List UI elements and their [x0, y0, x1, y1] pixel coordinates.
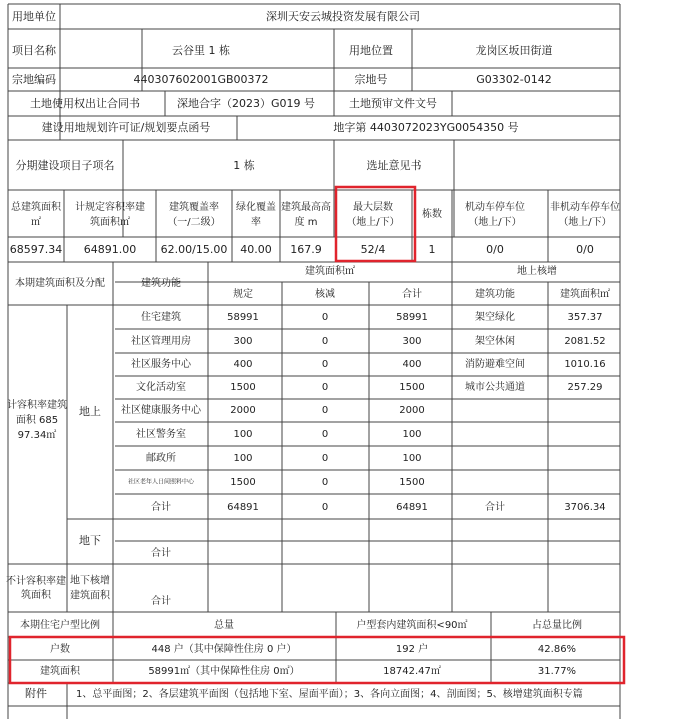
- buildings-value: 1: [428, 243, 436, 256]
- ratio-small-header: 户型套内建筑面积<90㎡: [356, 620, 468, 631]
- planning-permit-label: 建设用地规划许可证/规划要点函号: [41, 121, 211, 134]
- core-row-area: 2081.52: [564, 336, 606, 347]
- area-total: 58991㎡（其中保障性住房 0㎡）: [148, 666, 300, 677]
- below-ground-label: 地下: [79, 534, 101, 547]
- nonfar-area-label: 不计容积率建筑面积: [6, 576, 66, 601]
- nonmotor-parking-value: 0/0: [576, 243, 594, 256]
- area-row-function: 社区警务室: [136, 429, 186, 440]
- coverage-value: 62.00/15.00: [160, 243, 228, 256]
- parcel-code-label: 宗地编码: [12, 73, 56, 86]
- floors-header-sub: （地上/下）: [346, 217, 400, 228]
- floors-header: 最大层数: [353, 202, 393, 213]
- coverage-header-sub: （一/二级）: [167, 217, 221, 228]
- area-row-deduct: 0: [321, 336, 329, 347]
- land-predocument-label: 土地预审文件文号: [349, 97, 437, 110]
- motor-parking-header: 机动车停车位: [465, 202, 525, 213]
- area-row-total: 100: [402, 429, 422, 440]
- table-grid-lines: [8, 4, 620, 719]
- households-total: 448 户（其中保障性住房 0 户）: [151, 644, 297, 655]
- households-label: 户数: [50, 644, 70, 655]
- core-row-function: 架空休闲: [475, 336, 515, 347]
- core-row-function: 城市公共通道: [465, 382, 525, 393]
- area-pct: 31.77%: [537, 666, 577, 677]
- project-name-value: 云谷里 1 栋: [172, 44, 230, 57]
- nonmotor-parking-header-sub: （地上/下）: [558, 217, 612, 228]
- area-row-function: 邮政所: [146, 453, 176, 464]
- parcel-number-value: G03302-0142: [476, 73, 552, 86]
- core-total-area: 3706.34: [564, 502, 606, 513]
- far-area-value: 64891.00: [83, 243, 137, 256]
- far-area-label: 计容积率建筑面积 685 97.34㎡: [7, 400, 67, 441]
- project-name-label: 项目名称: [12, 44, 56, 57]
- area-row-total: 1500: [399, 477, 425, 488]
- ratio-pct-header: 占总量比例: [532, 620, 582, 631]
- green-value: 40.00: [240, 243, 272, 256]
- total-header: 合计: [402, 289, 422, 300]
- site-opinion-label: 选址意见书: [366, 159, 422, 172]
- area-row-function: 社区健康服务中心: [121, 405, 201, 416]
- buildings-header: 栋数: [422, 209, 442, 220]
- area-row-function: 社区老年人日间照料中心: [127, 478, 195, 486]
- area-row-deduct: 0: [321, 477, 329, 488]
- area-row-spec: 100: [233, 429, 253, 440]
- area-row-total: 58991: [396, 312, 428, 323]
- above-total-label: 合计: [151, 502, 171, 513]
- area-row-function: 文化活动室: [136, 382, 186, 393]
- households-pct: 42.86%: [537, 644, 577, 655]
- deduct-header: 核减: [315, 289, 335, 300]
- area-row-deduct: 0: [321, 405, 329, 416]
- gross-area-header-unit: ㎡: [31, 217, 41, 228]
- area-label: 建筑面积: [40, 666, 80, 677]
- core-row-function: 消防避难空间: [465, 359, 525, 370]
- height-header: 建筑最高高: [281, 202, 331, 213]
- above-ground-label: 地上: [79, 405, 101, 418]
- ratio-title: 本期住宅户型比例: [20, 620, 100, 631]
- area-row-spec: 2000: [230, 405, 256, 416]
- area-row-function: 住宅建筑: [141, 312, 181, 323]
- far-area-header: 计规定容积率建: [75, 202, 145, 213]
- core-row-function: 架空绿化: [475, 312, 515, 323]
- land-contract-value: 深地合字（2023）G019 号: [176, 97, 316, 110]
- land-user-value: 深圳天安云城投资发展有限公司: [266, 10, 420, 23]
- core-function-header: 建筑功能: [475, 289, 515, 300]
- above-total-spec: 64891: [227, 502, 259, 513]
- floors-value: 52/4: [360, 243, 386, 256]
- area-row-spec: 400: [233, 359, 253, 370]
- core-row-area: 1010.16: [564, 359, 606, 370]
- ratio-total-header: 总量: [214, 620, 234, 631]
- area-row-deduct: 0: [321, 312, 329, 323]
- far-area-header-unit: 筑面积㎡: [90, 217, 130, 228]
- phase-subproject-label: 分期建设项目子项名: [15, 159, 115, 172]
- core-row-area: 357.37: [567, 312, 603, 323]
- nonfar-sub-label: 地下核增建筑面积: [70, 575, 110, 602]
- attachments-label: 附件: [25, 687, 47, 700]
- area-row-total: 400: [402, 359, 422, 370]
- parcel-number-label: 宗地号: [354, 73, 388, 86]
- households-small: 192 户: [395, 644, 429, 655]
- height-header-unit: 度 m: [294, 217, 318, 228]
- coverage-header: 建筑覆盖率: [169, 202, 219, 213]
- area-row-spec: 1500: [230, 382, 256, 393]
- planning-permit-value: 地字第 4403072023YG0054350 号: [333, 121, 519, 134]
- core-increase-header: 地上核增: [517, 266, 557, 277]
- area-small: 18742.47㎡: [383, 666, 441, 677]
- area-row-total: 2000: [399, 405, 425, 416]
- area-row-spec: 100: [233, 453, 253, 464]
- height-value: 167.9: [290, 243, 322, 256]
- area-row-function: 社区管理用房: [131, 336, 191, 347]
- area-row-deduct: 0: [321, 453, 329, 464]
- below-total-label: 合计: [151, 548, 171, 559]
- land-location-label: 用地位置: [349, 44, 393, 57]
- area-row-spec: 58991: [227, 312, 259, 323]
- area-row-spec: 1500: [230, 477, 256, 488]
- phase-subproject-value: 1 栋: [233, 159, 255, 172]
- area-row-function: 社区服务中心: [131, 359, 191, 370]
- above-total-deduct: 0: [321, 502, 329, 513]
- area-row-total: 100: [402, 453, 422, 464]
- land-contract-label: 土地使用权出让合同书: [30, 97, 140, 110]
- motor-parking-header-sub: （地上/下）: [468, 217, 522, 228]
- area-row-deduct: 0: [321, 382, 329, 393]
- area-row-deduct: 0: [321, 359, 329, 370]
- green-header: 绿化覆盖: [236, 202, 276, 213]
- area-distribution-title: 本期建筑面积及分配: [15, 278, 105, 289]
- gross-area-header: 总建筑面积: [11, 202, 61, 213]
- nonfar-total-label: 合计: [151, 596, 171, 607]
- green-header-sub: 率: [251, 217, 261, 228]
- area-row-spec: 300: [233, 336, 253, 347]
- core-total-label: 合计: [485, 502, 505, 513]
- land-location-value: 龙岗区坂田街道: [475, 44, 553, 57]
- gross-area-value: 68597.34: [9, 243, 63, 256]
- motor-parking-value: 0/0: [486, 243, 504, 256]
- spec-header: 规定: [233, 289, 253, 300]
- nonmotor-parking-header: 非机动车停车位: [550, 202, 620, 213]
- parcel-code-value: 440307602001GB00372: [133, 73, 269, 86]
- area-row-total: 300: [402, 336, 422, 347]
- attachments-text: 1、总平面图；2、各层建筑平面图（包括地下室、屋面平面）；3、各向立面图；4、剖面图；5、核增建筑面积专篇: [76, 689, 583, 700]
- area-row-deduct: 0: [321, 429, 329, 440]
- area-group-header: 建筑面积㎡: [305, 266, 355, 277]
- land-user-label: 用地单位: [12, 10, 56, 23]
- above-total-total: 64891: [396, 502, 428, 513]
- core-row-area: 257.29: [567, 382, 603, 393]
- function-header: 建筑功能: [141, 278, 181, 289]
- core-area-header: 建筑面积㎡: [560, 289, 610, 300]
- area-row-total: 1500: [399, 382, 425, 393]
